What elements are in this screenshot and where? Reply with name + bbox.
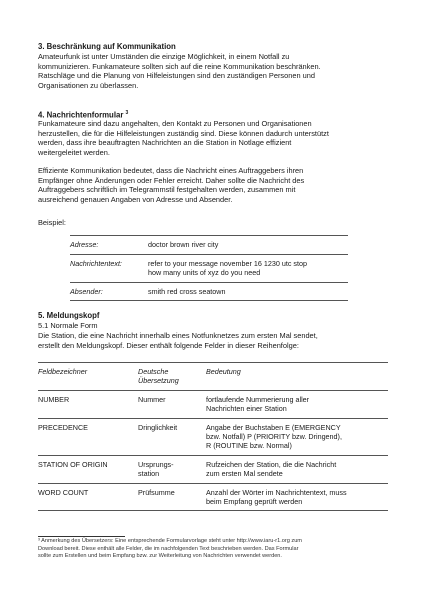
example-value: smith red cross seatown (148, 286, 226, 296)
table-cell: Rufzeichen der Station, die die Nachricht zum ersten Mal sendete (206, 459, 337, 479)
text-line: werden, dass ihre beauftragten Nachrichten an die Station in Notlage effizient (38, 138, 292, 148)
table-header-row (38, 363, 388, 391)
text-line: Die Station, die eine Nachricht innerhalb eines Notfunknetzes zum ersten Mal sendet, (38, 331, 318, 340)
example-value: doctor brown river city (148, 240, 219, 249)
table-row (38, 483, 388, 511)
text-line: Ratschläge und die Planung von Hilfeleistungen sind den zuständigen Personen und (38, 71, 315, 81)
footnote-line: sollte zum Erstellen und beim Empfang bzw. zur Weiterleitung von Nachrichten verwendet werden. (38, 553, 282, 560)
section-4-paragraph-2 (38, 166, 388, 204)
table-cell: fortlaufende Nummerierung aller Nachrichten einer Station (206, 394, 310, 414)
table-cell: Nummer (138, 394, 166, 404)
text-line: weitergeleitet werden. (38, 147, 110, 157)
text-line: ausreichend genauen Angaben von Adresse und Absender. (38, 194, 233, 204)
text-line: Amateurfunk ist unter Umständen die einzige Möglichkeit, in einem Notfall zu (38, 52, 290, 61)
example-value: refer to your message november 16 1230 utc stop how many units of xyz do you need (148, 258, 308, 278)
column-header: Feldbezeichner (38, 367, 88, 376)
footnote (38, 538, 302, 561)
footnote-line: ³ Anmerkung des Übersetzers: Eine entsprechende Formularvorlage steht unter http://www.iaru-r1.org zum (38, 538, 302, 544)
footnote-divider (38, 536, 125, 537)
example-key: Adresse: (70, 240, 99, 249)
section-3-heading: 3. Beschränkung auf Kommunikation (38, 42, 176, 51)
text-line: Funkamateure sind dazu angehalten, den Kontakt zu Personen und Organisationen (38, 119, 312, 128)
example-key: Nachrichtentext: (70, 258, 122, 268)
text-line: Empfänger ohne Änderungen oder Fehler erreicht. Daher sollte die Nachricht des (38, 175, 305, 185)
section-4-paragraph-1 (38, 119, 388, 157)
text-line: kommunizieren. Funkamateure sollten sich auf die reine Kommunikation beschränken. (38, 61, 321, 71)
table-cell: STATION OF ORIGIN (38, 459, 108, 469)
table-row (38, 455, 388, 483)
section-4-title: 4. Nachrichtenformular (38, 110, 124, 120)
table-cell: Dringlichkeit (138, 422, 178, 432)
column-header: Deutsche Übersetzung (138, 367, 179, 386)
table-row (70, 282, 348, 301)
table-cell: PRECEDENCE (38, 422, 88, 432)
section-5-body (38, 331, 388, 350)
footnote-line: Download bereit. Diese enthält alle Felder, die im nachfolgenden Text beschrieben werden. Das Formular (38, 545, 299, 552)
table-row (38, 418, 388, 455)
example-table (70, 235, 348, 301)
text-line: Auftraggebers schriftlich im Telegrammstil festgehalten werden, zusammen mit (38, 185, 296, 195)
example-label: Beispiel: (38, 218, 66, 227)
text-line: Effiziente Kommunikation bedeutet, dass die Nachricht eines Auftraggebers ihren (38, 166, 304, 175)
column-header: Bedeutung (206, 367, 241, 376)
text-line: Organisationen zu überlassen. (38, 80, 139, 90)
section-5-heading: 5. Meldungskopf (38, 311, 100, 320)
table-cell: Angabe der Buchstaben E (EMERGENCY bzw. Notfall) P (PRIORITY bzw. Dringend), R (ROUTINE bzw. Normal) (206, 422, 342, 451)
table-cell: NUMBER (38, 394, 70, 404)
header-fields-table (38, 362, 388, 511)
text-line: herzustellen, die für die Hilfeleistungen zuständig sind. Diese können dadurch unterstützt (38, 128, 329, 138)
table-cell: Prüfsumme (138, 487, 175, 497)
table-cell: Anzahl der Wörter im Nachrichtentext, muss beim Empfang geprüft werden (206, 487, 347, 507)
footnote-marker: 3 (125, 110, 129, 116)
section-5-subheading: 5.1 Normale Form (38, 321, 98, 330)
table-cell: Ursprungs- station (138, 459, 174, 479)
table-row (38, 390, 388, 418)
section-3-body (38, 52, 388, 90)
table-row (70, 236, 348, 255)
text-line: erstellt den Meldungskopf. Dieser enthält folgende Felder in dieser Reihenfolge: (38, 340, 299, 350)
example-key: Absender: (70, 286, 103, 296)
table-cell: WORD COUNT (38, 487, 89, 497)
table-row (70, 254, 348, 282)
